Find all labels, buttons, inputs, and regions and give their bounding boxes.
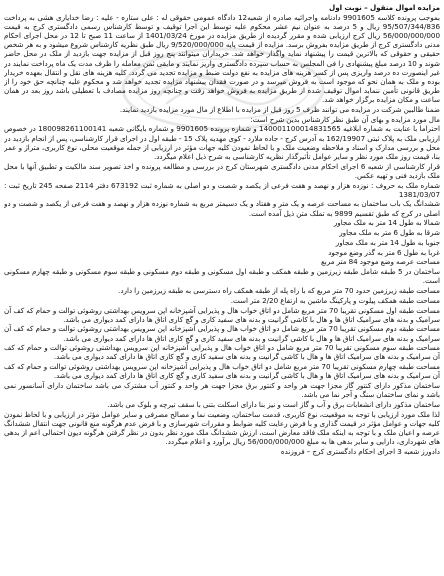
notice-paragraph: احتراما با عنایت به شماره ابلاغیه 140001100014831565 و شماره پرونده 9901605 و شماره بایگانی شعبه 180098261100141 در خصوص ارزیابی ملک به پلاک ثبتی 162/19907 به آدرس کرج - جاده ملارد - کوی مهدیه پلاک 15 - طبقه اول در اجرای قرار کارشناسی، پس از انجام بازدید در محل و بررسی مدارک و اسناد و ملاحظه وضعیت ملک و با لحاظ نمودن کلیه جهات مؤثر در ارزیابی از جمله موقعیت محلی، نوع کاربری، متراژ و عمر بنا، قیمت روز ملک مورد نظر و سایر عوامل تأثیرگذار نظریه کارشناسی به شرح ذیل اعلام میگردد.: [4, 124, 440, 161]
notice-paragraph: جنوبا به طول 14 متر به ملک مجاور: [335, 237, 440, 247]
notice-paragraph: مساحت طبقه زیرزمین حدود 70 متر مربع که با راه پله از طبقه همکف راه دسترسی به طبقه زیرزمین را دارد.: [118, 286, 440, 295]
notice-paragraph: ساختمان مذکور دارای انشعابات برق و آب و گاز است و نیز بنا دارای اسکلت بتنی با سقف تیرچه و بلوک می باشد.: [107, 400, 440, 410]
notice-paragraph: مساحت عرصه وضع موجود 84 متر مربع: [321, 257, 440, 267]
notice-paragraph: شمالا به طول 14 متر به ملک مجاور: [333, 218, 440, 228]
auction-notice-document: [4, 3, 440, 574]
notice-paragraph: مال مورد مزایده و بهای آن طبق نظر کارشناس بدین شرح است:: [250, 114, 440, 124]
notice-paragraph: ساختمان در 5 طبقه شامل طبقه زیرزمین و طبقه همکف و طبقه اول مسکونی و طبقه دوم مسکونی و طبقه سوم مسکونی و طبقه چهارم مسکونی است.: [4, 267, 440, 286]
notice-paragraph: مساحت طبقه سوم مسکونی تقریبا 70 متر مربع شامل دو اتاق خواب هال و پذیرایی آشپزخانه اپن سرویس بهداشتی روشوئی توالت و حمام که کف آن سرامیک و بدنه های سرامیک اتاق ها و هال با کاشی گرانیت و بدنه های سفید کاری و گچ کاری اتاق ها دارای کمد دیواری می باشد.: [4, 343, 440, 362]
notice-paragraph: غربا به طول 6 متر به گذر وضع موجود: [328, 247, 440, 257]
notice-paragraph: مساحت طبقه اول مسکونی تقریبا 70 متر مربع شامل دو اتاق خواب هال و پذیرایی آشپزخانه اپن سرویس بهداشتی روشوئی توالت و حمام که کف آن سرامیک و بدنه های سرامیک اتاق ها و هال با کاشی گرانیت و بدنه های سفید کاری و گچ کاری اتاق ها دارای کمد دیواری می باشد.: [4, 305, 440, 324]
notice-paragraph: ضمنا طالبین شرکت در مزایده می توانند ظرف 5 روز قبل از مزایده با اطلاع از مال مورد مزایده بازدید نمایند.: [119, 104, 440, 114]
notice-paragraph: شرقا به طول 6 متر به ملک مجاور: [339, 228, 440, 238]
notice-paragraph: ساختمان مذکور دارای کنتور گاز مجزا جهت هر واحد و کنتور برق مجزا جهت هر واحد و کنتور آب مشترک می باشد ساختمان دارای آسانسور نمی باشد و نمای ساختمان سنگ و آجر نما می باشد.: [4, 381, 440, 400]
notice-paragraph: دادورز شعبه 3 اجرای احکام دادگستری کرج – فروزنده: [280, 447, 440, 456]
notice-paragraph: مساحت طبقه همکف پیلوت و پارکینگ ماشین به ارتفاع 2/20 متر است.: [230, 295, 440, 305]
notice-paragraph: بموجب پرونده کلاسه 9901605 دادنامه واجرائیه صادره از شعبه12 دادگاه عمومی حقوقی له : علی ستاره - علیه : رضا خدایاری هشی به پرداخت 95/507/344/836 ریال و 5 درصد به عنوان نیم عشر محکوم علیه توسط این اجرا توقیف و توسط کارشناس رسمی دادگستری کرج به قیمت 56/000/000/000 ریال کرج ارزیابی شده و مقرر گردیده از طریق مزایده در مورخ 1401/03/24 از ساعت 11 صبح تا 12 در محل اجرای احکام مدنی دادگستری کرج از طریق مزایده بفروش برسد. مزایده از قیمت پایه 9/520/000/000 ریال طبق نظریه کارشناس شروع میشود و به هر شخص حقیقی و حقوقی که بالاترین قیمت را پیشنهاد نماید واگذار خواهد شد. خریداران میتوانند پنج روز قبل از مزایده جهت بازدید از ملک در محل حاضر شوند و 10 درصد مبلغ پیشنهادی را فی المجلس به حساب سپرده دادگستری واریز نمایند و مابقی ثمن معامله را ظرف مدت یک ماه پرداخت نمایند در غیر اینصورت ده درصد واریزی پس از کسر هزینه های مزایده به نفع دولت ضبط و مزایده تجدید می گردد. کلیه هزینه های نقل و انتقال بعهده خریدار بوده و ملک به همان نحو که موجود است به فروش میرسد و در صورت فقدان پیشنهاد مزایده تجدید خواهد شد و محکوم علیه چنانچه حق خود را از طریق قانونی تأمین ننماید اموال توقیف شده از طریق مزایده به فروش خواهد رفت و چنانچه روز مزایده مصادف با تعطیلی باشد روز بعد در همان ساعت و مکان مزایده برگزار خواهد شد.: [4, 12, 440, 105]
notice-paragraph: قرار کارشناسی از شعبه 6 اجرای احکام مدنی دادگستری شهرستان کرج در بررسی و مطالعه پرونده و اخذ تصویر سند مالکیت و تطبیق آنها با محل ملک بازدید فنی و تهیه عکس.: [4, 161, 440, 180]
notice-paragraph: ششدانگ یک باب ساختمان به مساحت عرصه و یک متر و هفتاد و یک دسیمتر مربع به شماره نوزده هزار و نهصد و هفت فرعی از یکصد و شصت و دو اصلی در کرج که طبق تقسیم 9899 به تملک متن ذیل آمده است.: [4, 199, 440, 218]
notice-paragraph: لذا ملک مورد ارزیابی با توجه به موقعیت، نوع کاربری، قدمت ساختمان، وضعیت نما و مصالح مصرفی و سایر عوامل مؤثر در ارزیابی و با لحاظ نمودن کلیه جهات و عوامل مؤثر در قیمت گذاری و با فرض رعایت کلیه ضوابط و مقررات شهرسازی و با فرض عدم هرگونه منع قانونی جهت انتقال ششدانگ عرصه و اعیان ملک و با توجه به اینکه ملک فاقد معارض است، ارزش ششدانگ ملک مورد نظر بدون در نظر گرفتن هرگونه دیون احتمالی اعم از بدهی های شهرداری، دارایی و سایر بدهی ها به مبلغ 56/000/000/000 ریال برآورد و اعلام میگردد.: [4, 409, 440, 447]
notice-paragraph: شماره ملک به حروف : نوزده هزار و نهصد و هفت فرعی از یکصد و شصت و دو اصلی به شماره ثبت 673192 دفتر 2114 صفحه 245 تاریخ ثبت : 1381/03/07: [4, 180, 440, 199]
notice-paragraph: مساحت طبقه چهارم مسکونی تقریبا 70 متر مربع شامل دو اتاق خواب هال و پذیرایی آشپزخانه اپن سرویس بهداشتی روشوئی توالت و حمام که کف آن سرامیک و بدنه های سرامیک اتاق ها و هال با کاشی گرانیت و بدنه های سفید کاری و گچ کاری اتاق ها دارای کمد دیواری می باشد.: [4, 362, 440, 381]
notice-title: مزایده اموال منقول – نوبت اول: [329, 3, 440, 12]
notice-paragraph: مساحت طبقه دوم مسکونی تقریبا 70 متر مربع شامل دو اتاق خواب هال و پذیرایی آشپزخانه اپن سرویس بهداشتی روشوئی توالت و حمام که کف آن سرامیک و بدنه های سرامیک اتاق ها و هال با کاشی گرانیت و بدنه های سفید کاری و گچ کاری اتاق ها دارای کمد دیواری می باشد.: [4, 324, 440, 343]
